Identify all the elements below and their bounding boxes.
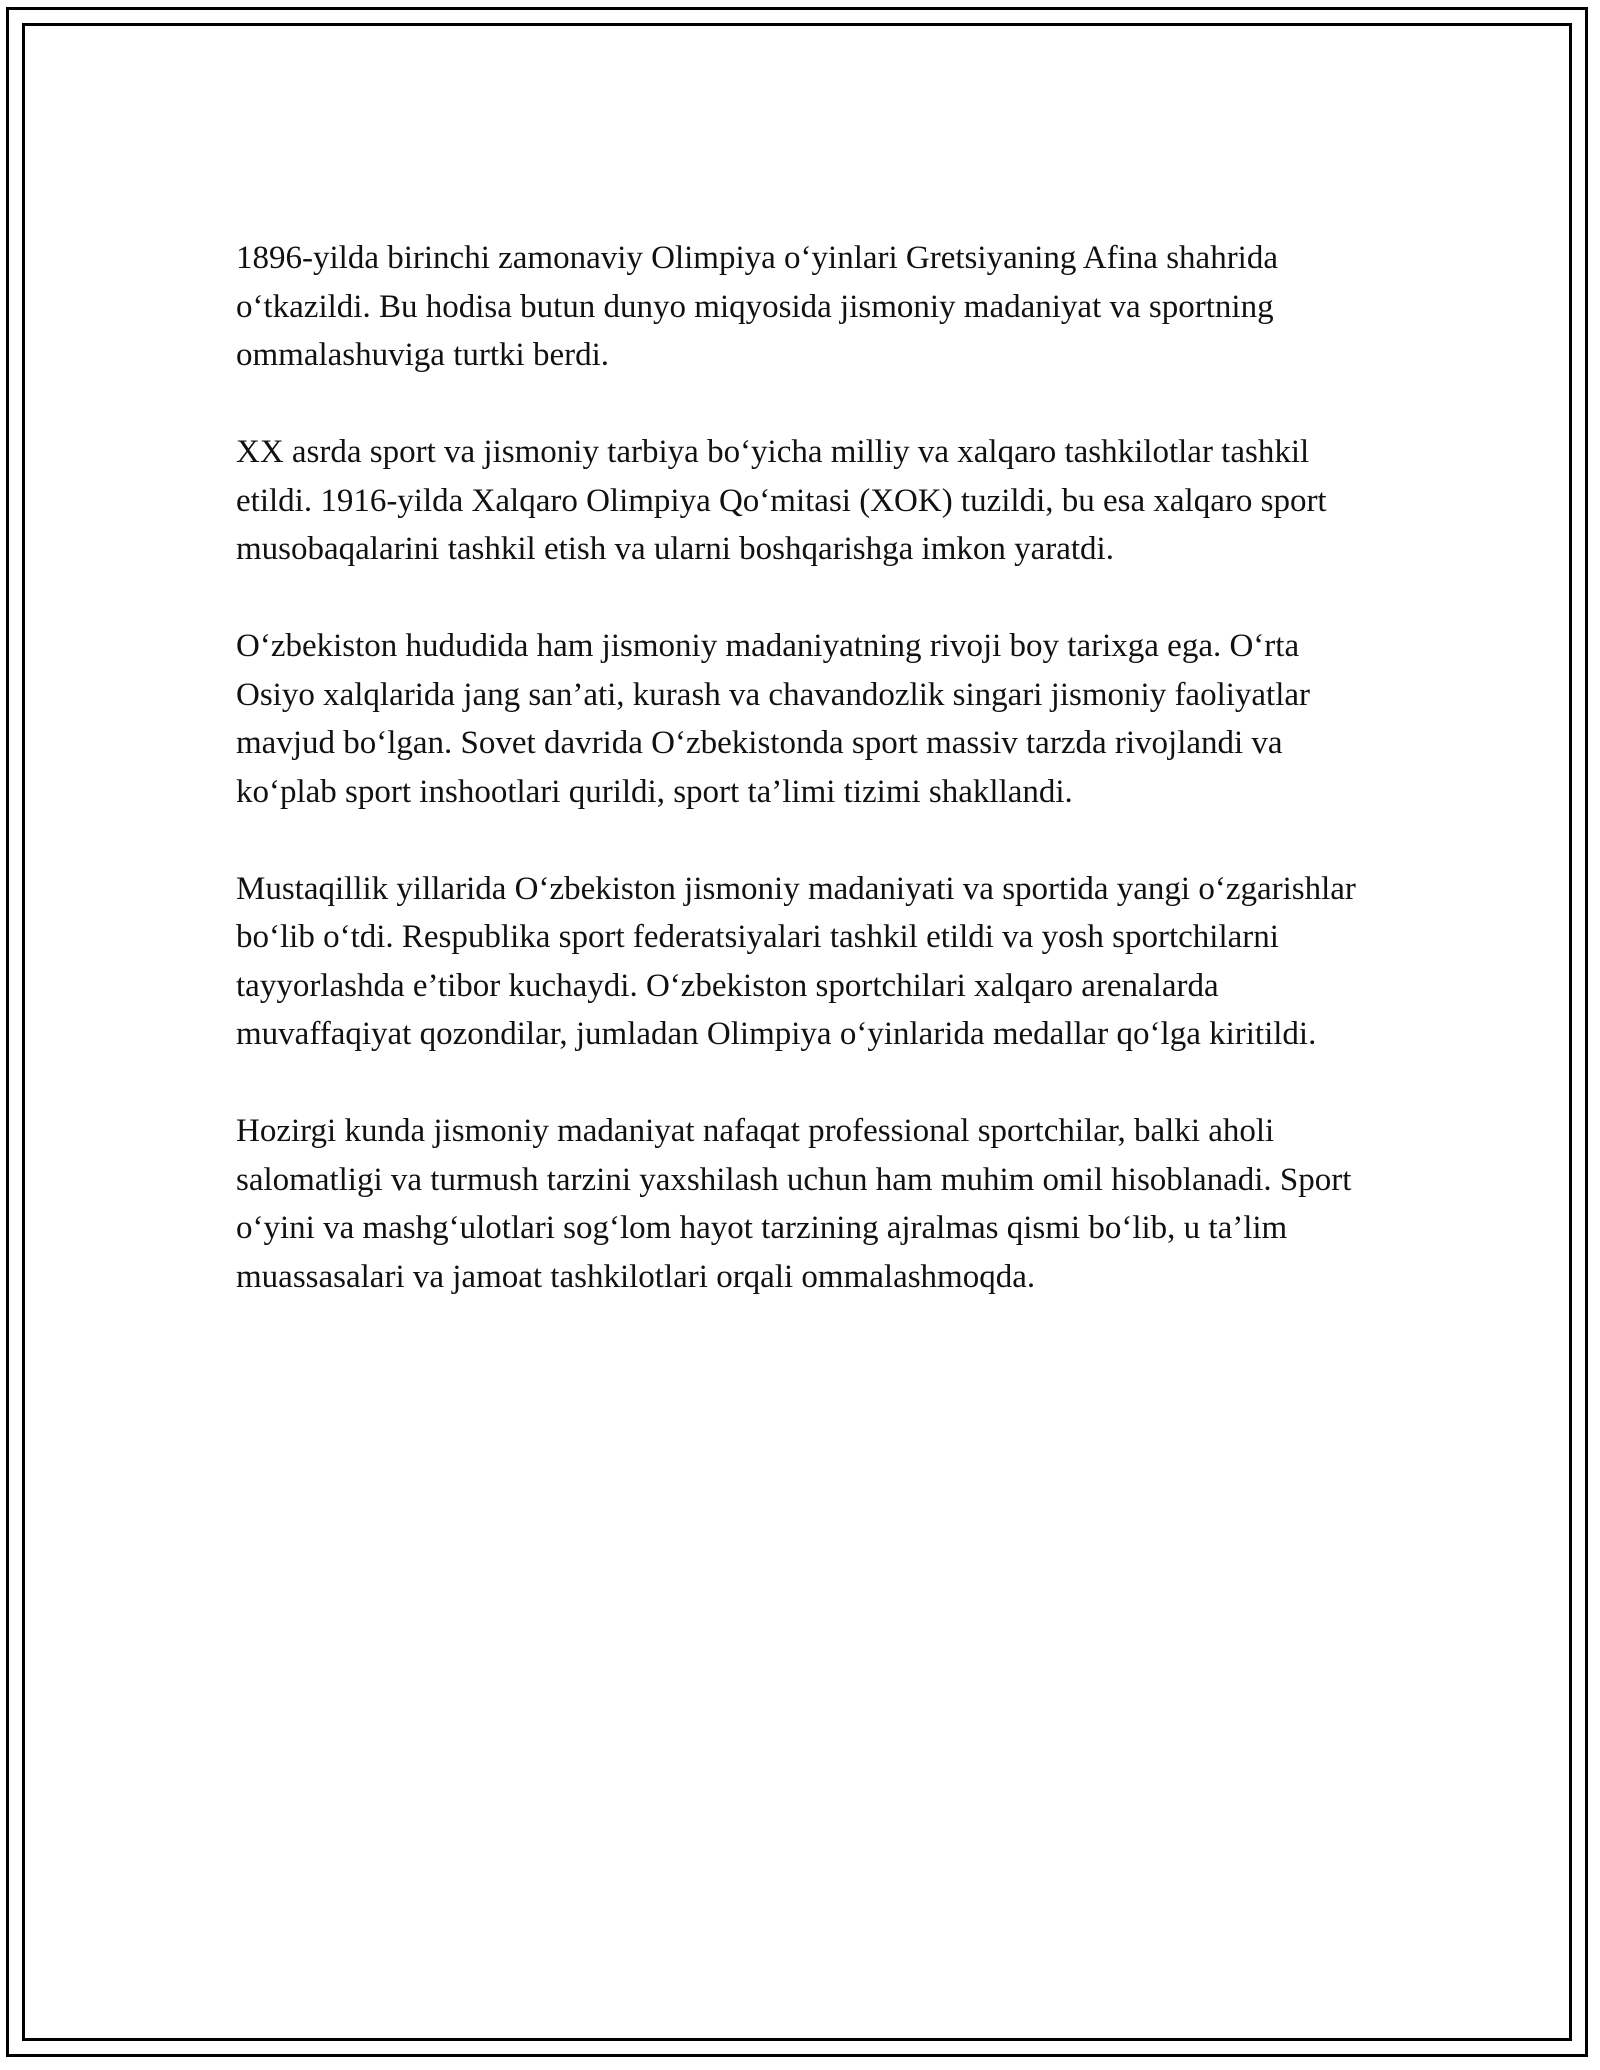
paragraph-1: 1896-yilda birinchi zamonaviy Olimpiya o‘yinlari Gretsiyaning Afina shahrida o‘tkazildi. Bu hodisa butun dunyo miqyosida jismoniy madaniyat va sportning ommalashuviga turtki berdi. xyxy=(236,240,1278,373)
paragraph-2: XX asrda sport va jismoniy tarbiya bo‘yicha milliy va xalqaro tashkilotlar tashkil etildi. 1916-yilda Xalqaro Olimpiya Qo‘mitasi (XOK) tuzildi, bu esa xalqaro sport musobaqalarini tashkil etish va ularni boshqarishga imkon yaratdi. xyxy=(236,434,1327,567)
paragraph-3: O‘zbekiston hududida ham jismoniy madaniyatning rivoji boy tarixga ega. O‘rta Osiyo xalqlarida jang san’ati, kurash va chavandozlik singari jismoniy faoliyatlar mavjud bo‘lgan. Sovet davrida O‘zbekistonda sport massiv tarzda rivojlandi va ko‘plab sport inshootlari qurildi, sport ta’limi tizimi shakllandi. xyxy=(236,628,1311,810)
document-body xyxy=(236,234,1386,1350)
paragraph-4: Mustaqillik yillarida O‘zbekiston jismoniy madaniyati va sportida yangi o‘zgarishlar bo‘lib o‘tdi. Respublika sport federatsiyalari tashkil etildi va yosh sportchilarni tayyorlashda e’tibor kuchaydi. O‘zbekiston sportchilari xalqaro arenalarda muvaffaqiyat qozondilar, jumladan Olimpiya o‘yinlarida medallar qo‘lga kiritildi. xyxy=(236,870,1356,1052)
paragraph-5: Hozirgi kunda jismoniy madaniyat nafaqat professional sportchilar, balki aholi salomatligi va turmush tarzini yaxshilash uchun ham muhim omil hisoblanadi. Sport o‘yini va mashg‘ulotlari sog‘lom hayot tarzining ajralmas qismi bo‘lib, u ta’lim muassasalari va jamoat tashkilotlari orqali ommalashmoqda. xyxy=(236,1113,1352,1295)
